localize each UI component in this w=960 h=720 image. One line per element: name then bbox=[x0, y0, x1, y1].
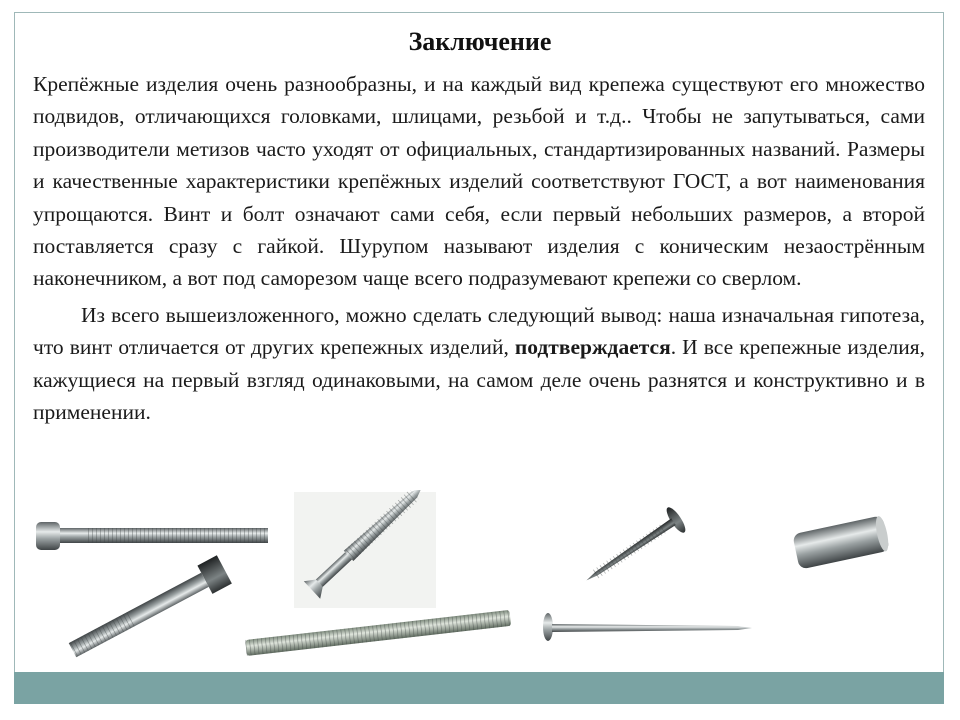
threaded-rod-icon bbox=[245, 610, 511, 656]
paragraph-2 bbox=[33, 299, 925, 429]
body-text bbox=[33, 68, 925, 428]
nail-icon bbox=[543, 613, 752, 641]
hex-bolt-icon bbox=[65, 555, 232, 664]
paragraph-2-end: . И все крепежные изделия, кажущиеся на первый взгляд одинаковыми, на самом деле очень разнятся и конструктивно и в применении. bbox=[33, 335, 925, 425]
drywall-screw-icon bbox=[578, 505, 688, 593]
paragraph-1: Крепёжные изделия очень разнообразны, и на каждый вид крепежа существуют его множество подвидов, отличающихся головками, шлицами, резьбой и т.д.. Чтобы не запутываться, сами производители метизов часто уходят от официальных, стандартизированных названий. Размеры и качественные характеристики крепёжных изделий соответствуют ГОСТ, а вот наименования упрощаются. Винт и болт означают сами себя, если первый небольших размеров, а второй поставляется сразу с гайкой. Шурупом называют изделия с коническим незаострённым наконечником, а вот под саморезом чаще всего подразумевают крепежи со сверлом. bbox=[33, 72, 925, 291]
bottom-band bbox=[14, 672, 944, 704]
paragraph-2-start: Из всего вышеизложенного, можно сделать следующий вывод: наша изначальная гипотеза, что винт отличается от других крепежных изделий, bbox=[33, 302, 925, 360]
wood-screw-icon bbox=[294, 490, 436, 608]
slide-title: Заключение bbox=[408, 27, 552, 56]
fasteners-illustrations bbox=[0, 490, 960, 670]
screw-icon bbox=[36, 522, 268, 550]
dowel-pin-icon bbox=[792, 515, 890, 570]
paragraph-2-bold: подтверждается bbox=[514, 335, 671, 360]
fasteners-svg bbox=[0, 490, 960, 670]
